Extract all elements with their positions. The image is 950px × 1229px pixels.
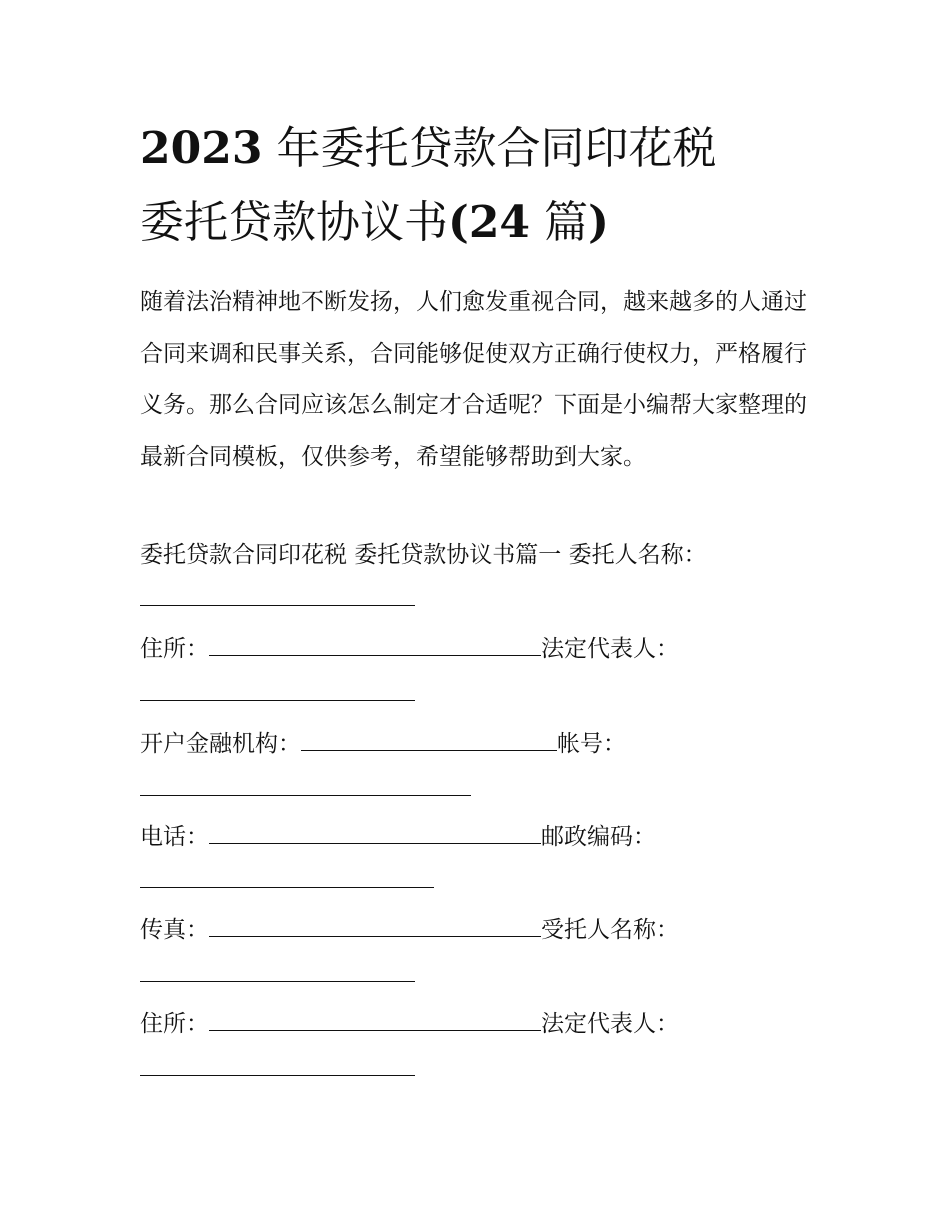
title-close-paren: ) [588, 197, 609, 248]
legal-rep1-blank [140, 700, 415, 701]
address2-row [140, 1008, 679, 1039]
address1-blank [209, 633, 541, 656]
address1-label: 住所： [140, 636, 209, 662]
legal-rep2-blank [140, 1075, 415, 1076]
consignor-name-blank [140, 605, 415, 606]
postcode-blank [140, 887, 434, 888]
trustee-name-blank [140, 981, 415, 982]
bank-row [140, 728, 626, 759]
postcode-label: 邮政编码： [541, 824, 656, 850]
bank-label: 开户金融机构： [140, 731, 301, 757]
fax-row [140, 914, 679, 945]
legal-rep1-label: 法定代表人： [541, 636, 679, 662]
legal-rep2-label: 法定代表人： [541, 1011, 679, 1037]
bank-blank [301, 728, 557, 751]
fax-label: 传真： [140, 917, 209, 943]
phone-blank [209, 821, 541, 844]
title-pian: 篇 [544, 197, 589, 248]
title-line1: 年委托贷款合同印花税 [276, 123, 717, 174]
address2-label: 住所： [140, 1011, 209, 1037]
title-count: (24 [448, 197, 531, 248]
section-heading: 委托贷款合同印花税 委托贷款协议书篇一 委托人名称： [140, 542, 707, 568]
intro-paragraph: 随着法治精神地不断发扬，人们愈发重视合同，越来越多的人通过合同来调和民事关系，合同能够促使双方正确行使权力，严格履行义务。那么合同应该怎么制定才合适呢？下面是小编帮大家整理的最新合同模板，仅供参考，希望能够帮助到大家。 [140, 289, 807, 470]
address2-blank [209, 1008, 541, 1031]
account-blank [140, 795, 471, 796]
document-title [140, 112, 840, 260]
account-label: 帐号： [557, 731, 626, 757]
phone-row [140, 821, 656, 852]
fax-blank [209, 914, 541, 937]
title-line2: 委托贷款协议书 [140, 197, 448, 248]
address1-row [140, 633, 679, 664]
phone-label: 电话： [140, 824, 209, 850]
title-year: 2023 [140, 123, 263, 174]
trustee-label: 受托人名称： [541, 917, 679, 943]
